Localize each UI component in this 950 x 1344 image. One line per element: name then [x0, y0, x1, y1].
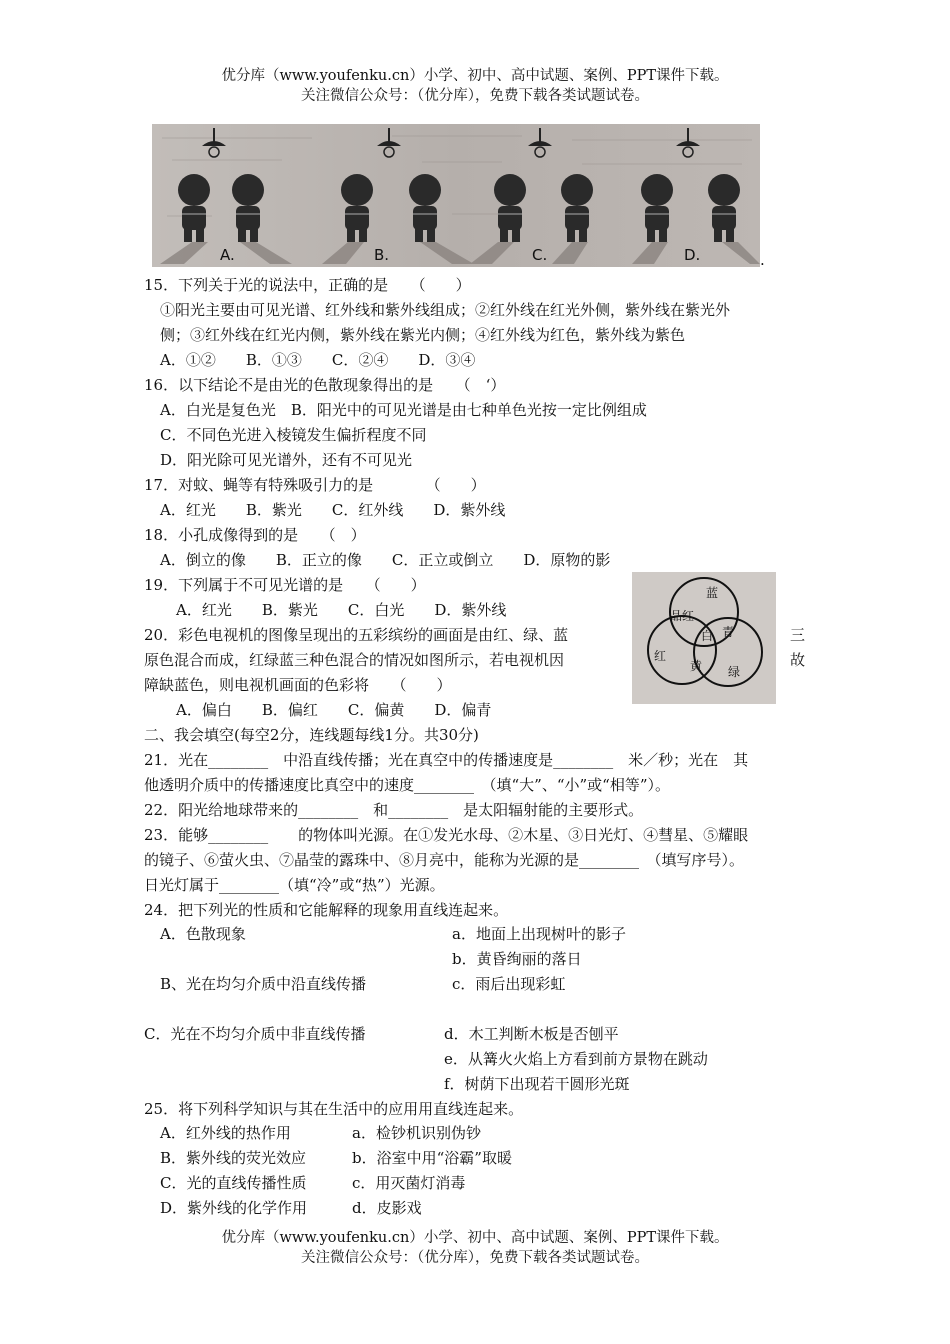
- q15-line1: ①阳光主要由可见光谱、红外线和紫外线组成；②红外线在红光外侧，紫外线在紫光外: [160, 301, 731, 319]
- venn-label-white: 白: [701, 629, 714, 643]
- q25-left-d: D．紫外线的化学作用: [160, 1199, 308, 1217]
- footer-line-2: 关注微信公众号：（优分库），免费下载各类试题试卷。: [301, 1250, 649, 1266]
- figure-label-c: C.: [532, 246, 548, 264]
- q25-left-b: B．紫外线的荧光效应: [160, 1149, 307, 1167]
- q24-right-a: a．地面上出现树叶的影子: [452, 925, 626, 943]
- q25-right-b: b．浴室中用“浴霸”取暖: [352, 1149, 512, 1167]
- q25-right-d: d．皮影戏: [352, 1199, 422, 1217]
- q25-left-a: A．红外线的热作用: [160, 1124, 291, 1142]
- figure-trailing-dot: .: [760, 251, 765, 269]
- q20-line1: 20．彩色电视机的图像呈现出的五彩缤纷的画面是由红、绿、蓝: [144, 626, 569, 644]
- q24-right-b: b．黄昏绚丽的落日: [452, 950, 582, 968]
- q24-right-e: e．从篝火火焰上方看到前方景物在跳动: [444, 1050, 708, 1068]
- q24-right-f: f．树荫下出现若干圆形光斑: [444, 1075, 630, 1093]
- q17-options: A．红光 B．紫光 C．红外线 D．紫外线: [160, 501, 506, 519]
- venn-label-yellow: 黄: [690, 659, 703, 673]
- q19-stem: 19．下列属于不可见光谱的是 （ ）: [144, 576, 426, 594]
- venn-label-cyan: 青: [722, 625, 735, 639]
- color-mixing-venn-diagram: [632, 572, 776, 704]
- q24-stem: 24．把下列光的性质和它能解释的现象用直线连起来。: [144, 901, 509, 919]
- q23-line2: 的镜子、⑥萤火虫、⑦晶莹的露珠中、⑧月亮中，能称为光源的是________ （填写序号）。: [144, 851, 745, 869]
- q16-stem: 16．以下结论不是由光的色散现象得出的是 （ ‘）: [144, 376, 506, 394]
- q17-stem: 17．对蚊、蝇等有特殊吸引力的是 （ ）: [144, 476, 486, 494]
- q23-line3: 日光灯属于________（填“冷”或“热”）光源。: [144, 876, 445, 894]
- q16-option-ab: A．白光是复色光 B．阳光中的可见光谱是由七种单色光按一定比例组成: [160, 401, 647, 419]
- q22-line1: 22．阳光给地球带来的________ 和________ 是太阳辐射能的主要形式。: [144, 801, 644, 819]
- q24-left-a: A．色散现象: [160, 925, 246, 943]
- q15-options: A．①② B．①③ C．②④ D．③④: [160, 351, 476, 369]
- q18-options: A．倒立的像 B．正立的像 C．正立或倒立 D．原物的影: [160, 551, 611, 569]
- q25-left-c: C．光的直线传播性质: [160, 1174, 307, 1192]
- q23-line1: 23．能够________ 的物体叫光源。在①发光水母、②木星、③日光灯、④彗星、⑤耀眼: [144, 826, 749, 844]
- q20-options: A．偏白 B．偏红 C．偏黄 D．偏青: [176, 701, 492, 719]
- q24-left-c: C．光在不均匀介质中非直线传播: [144, 1025, 366, 1043]
- q24-left-b: B、光在均匀介质中沿直线传播: [160, 975, 367, 993]
- venn-label-blue: 蓝: [706, 586, 719, 600]
- q24-right-d: d．木工判断木板是否刨平: [444, 1025, 619, 1043]
- q20-line2-right: 故: [790, 651, 806, 669]
- q19-options: A．红光 B．紫光 C．白光 D．紫外线: [176, 601, 507, 619]
- section2-title: 二、我会填空(每空2分，连线题每线1分。共30分): [144, 726, 479, 744]
- header-line-2: 关注微信公众号：（优分库），免费下载各类试题试卷。: [301, 88, 649, 104]
- q21-line2: 他透明介质中的传播速度比真空中的速度________ （填“大”、“小”或“相等”）。: [144, 776, 671, 794]
- q15-line2: 侧；③红外线在红光内侧，紫外线在紫光内侧；④红外线为红色，紫外线为紫色: [160, 326, 686, 344]
- q16-option-d: D．阳光除可见光谱外，还有不可见光: [160, 451, 413, 469]
- venn-label-green: 绿: [728, 665, 741, 679]
- shadow-figure-image: [152, 124, 760, 267]
- venn-label-magenta: 品红: [670, 609, 695, 623]
- figure-label-b: B.: [374, 246, 390, 264]
- q20-line3: 障缺蓝色，则电视机画面的色彩将 （ ）: [144, 676, 452, 694]
- q25-right-a: a．检钞机识别伪钞: [352, 1124, 481, 1142]
- figure-label-a: A.: [220, 246, 235, 264]
- q20-line2: 原色混合而成，红绿蓝三种色混合的情况如图所示，若电视机因: [144, 651, 565, 669]
- q15-stem: 15．下列关于光的说法中，正确的是 （ ）: [144, 276, 471, 294]
- q25-right-c: c．用灭菌灯消毒: [352, 1174, 466, 1192]
- q20-line1-right: 三: [790, 626, 806, 644]
- q21-line1: 21．光在________ 中沿直线传播；光在真空中的传播速度是________ 米／秒；光在 其: [144, 751, 749, 769]
- q24-right-c: c．雨后出现彩虹: [452, 975, 566, 993]
- q25-stem: 25．将下列科学知识与其在生活中的应用用直线连起来。: [144, 1100, 524, 1118]
- header-line-1: 优分库（www.youfenku.cn）小学、初中、高中试题、案例、PPT课件下载。: [221, 68, 729, 84]
- q16-option-c: C．不同色光进入棱镜发生偏折程度不同: [160, 426, 427, 444]
- footer-line-1: 优分库（www.youfenku.cn）小学、初中、高中试题、案例、PPT课件下载。: [221, 1230, 729, 1246]
- figure-label-d: D.: [684, 246, 701, 264]
- venn-label-red: 红: [654, 649, 667, 663]
- q18-stem: 18．小孔成像得到的是 （ ）: [144, 526, 366, 544]
